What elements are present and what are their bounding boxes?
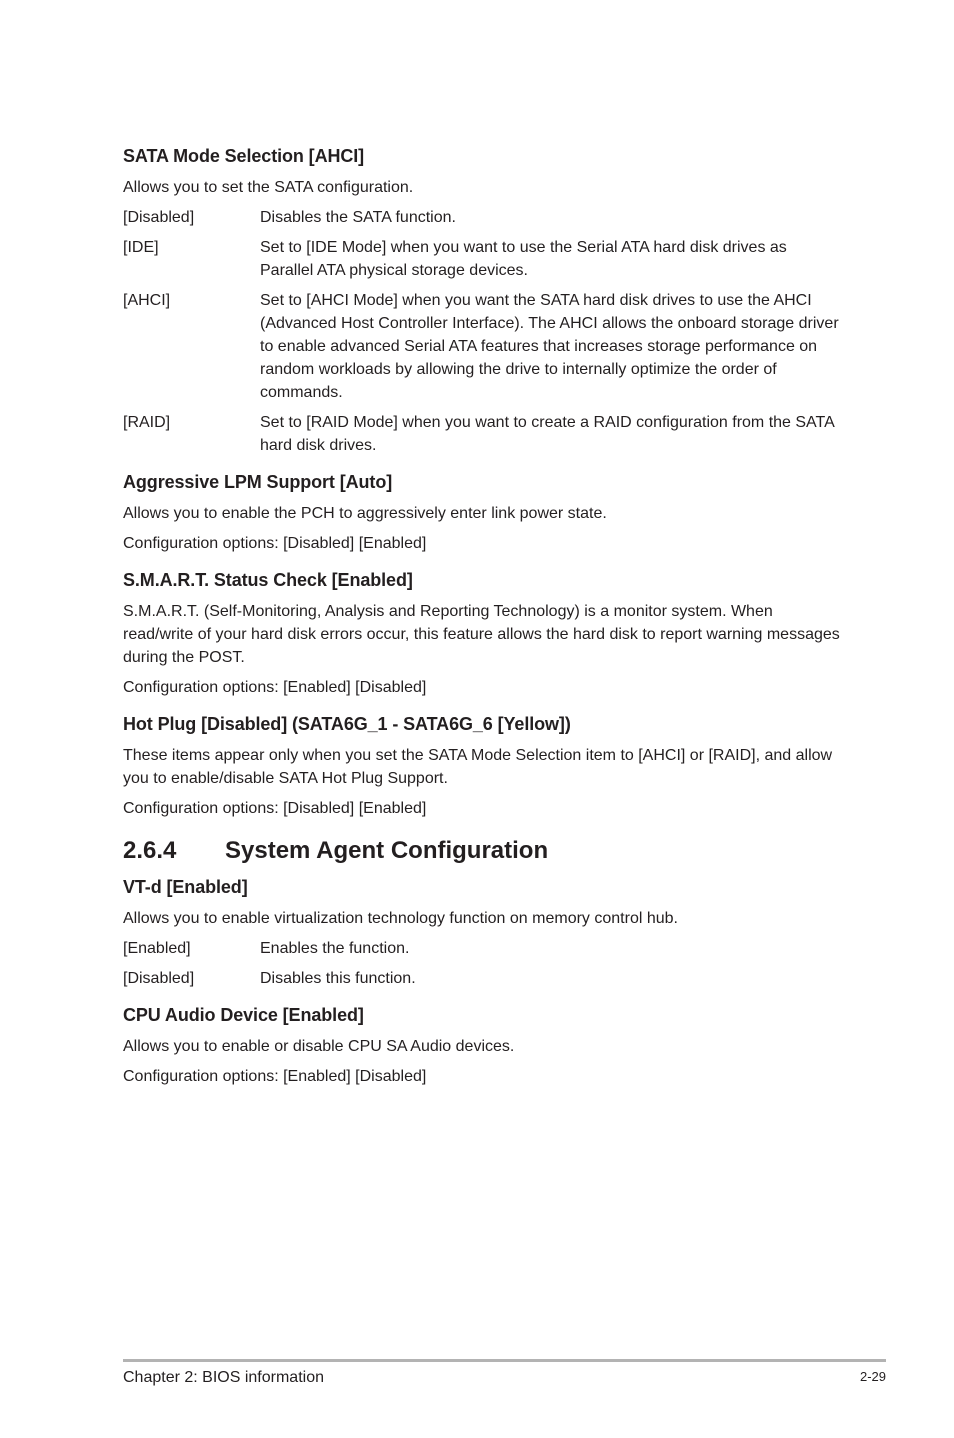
- vtd-options: [123, 937, 843, 990]
- sata-mode-description: Allows you to set the SATA configuration.: [123, 179, 414, 196]
- option-desc: Set to [IDE Mode] when you want to use the Serial ATA hard disk drives as Parallel ATA physical storage devices.: [260, 239, 787, 279]
- smart-heading: S.M.A.R.T. Status Check [Enabled]: [123, 570, 413, 590]
- option-desc: Disables the SATA function.: [260, 209, 456, 226]
- cpu-audio-config: Configuration options: [Enabled] [Disabled]: [123, 1068, 427, 1085]
- vtd-section: [123, 876, 843, 990]
- section-title: System Agent Configuration: [225, 837, 549, 864]
- footer-divider: [123, 1359, 886, 1362]
- aggressive-lpm-section: [123, 471, 843, 555]
- footer-chapter: Chapter 2: BIOS information: [123, 1369, 324, 1386]
- smart-description: S.M.A.R.T. (Self-Monitoring, Analysis and Reporting Technology) is a monitor system. When read/write of your hard disk errors occur, this feature allows the hard disk to report warning messages during the POST.: [123, 603, 840, 666]
- cpu-audio-section: [123, 1004, 843, 1088]
- smart-section: [123, 569, 843, 699]
- option-key: [RAID]: [123, 414, 171, 431]
- aggressive-lpm-description: Allows you to enable the PCH to aggressively enter link power state.: [123, 505, 607, 522]
- hot-plug-section: [123, 713, 843, 820]
- option-desc: Enables the function.: [260, 940, 410, 957]
- aggressive-lpm-heading: Aggressive LPM Support [Auto]: [123, 472, 393, 492]
- section-number: 2.6.4: [123, 837, 177, 864]
- system-agent-heading: [123, 836, 843, 866]
- hot-plug-config: Configuration options: [Disabled] [Enabled]: [123, 800, 427, 817]
- cpu-audio-heading: CPU Audio Device [Enabled]: [123, 1005, 364, 1025]
- hot-plug-description: These items appear only when you set the SATA Mode Selection item to [AHCI] or [RAID], and allow you to enable/disable SATA Hot Plug Support.: [123, 747, 833, 787]
- document-body: [123, 145, 843, 1102]
- option-row: [123, 236, 843, 282]
- option-row: [123, 289, 843, 404]
- footer-page-number: 2-29: [859, 1369, 886, 1384]
- sata-mode-section: [123, 145, 843, 457]
- option-key: [Disabled]: [123, 970, 195, 987]
- option-desc: Set to [AHCI Mode] when you want the SATA hard disk drives to use the AHCI (Advanced Host Controller Interface). The AHCI allows the onboard storage driver to enable advanced Serial ATA features that increases storage performance on random workloads by allowing the drive to internally optimize the order of commands.: [260, 292, 839, 401]
- option-key: [AHCI]: [123, 292, 171, 309]
- cpu-audio-description: Allows you to enable or disable CPU SA Audio devices.: [123, 1038, 515, 1055]
- vtd-heading: VT-d [Enabled]: [123, 877, 248, 897]
- sata-mode-heading: SATA Mode Selection [AHCI]: [123, 146, 365, 166]
- option-desc: Disables this function.: [260, 970, 416, 987]
- aggressive-lpm-config: Configuration options: [Disabled] [Enabled]: [123, 535, 427, 552]
- sata-mode-options: [123, 206, 843, 457]
- vtd-description: Allows you to enable virtualization technology function on memory control hub.: [123, 910, 678, 927]
- option-row: [123, 206, 843, 229]
- option-key: [IDE]: [123, 239, 159, 256]
- smart-config: Configuration options: [Enabled] [Disabled]: [123, 679, 427, 696]
- option-row: [123, 411, 843, 457]
- hot-plug-heading: Hot Plug [Disabled] (SATA6G_1 - SATA6G_6 [Yellow]): [123, 714, 571, 734]
- option-key: [Disabled]: [123, 209, 195, 226]
- option-row: [123, 937, 843, 960]
- option-desc: Set to [RAID Mode] when you want to create a RAID configuration from the SATA hard disk drives.: [260, 414, 834, 454]
- option-row: [123, 967, 843, 990]
- option-key: [Enabled]: [123, 940, 191, 957]
